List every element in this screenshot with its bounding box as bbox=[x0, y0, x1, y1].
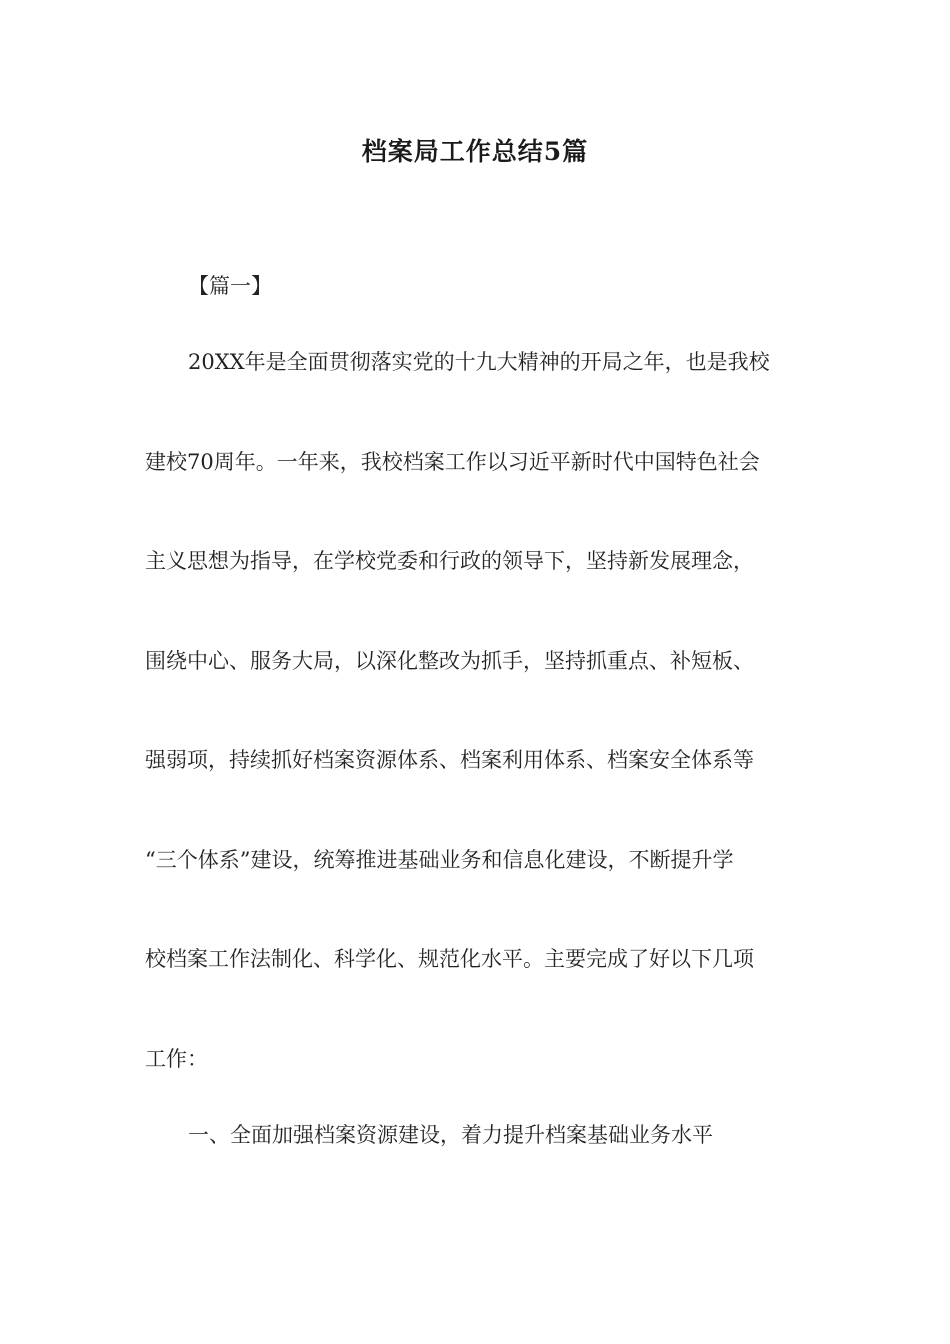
paragraph-line: 20XX年是全面贯彻落实党的十九大精神的开局之年，也是我校 bbox=[188, 350, 770, 374]
paragraph-line: 建校70周年。一年来，我校档案工作以习近平新时代中国特色社会 bbox=[145, 450, 760, 474]
paragraph-line: 强弱项，持续抓好档案资源体系、档案利用体系、档案安全体系等 bbox=[145, 748, 754, 772]
paragraph-line: 校档案工作法制化、科学化、规范化水平。主要完成了好以下几项 bbox=[145, 947, 754, 971]
document-title: 档案局工作总结5篇 bbox=[361, 137, 589, 166]
paragraph-line: 主义思想为指导，在学校党委和行政的领导下，坚持新发展理念， bbox=[145, 549, 754, 573]
section-heading: 一、全面加强档案资源建设，着力提升档案基础业务水平 bbox=[188, 1123, 713, 1147]
paragraph-line: “三个体系”建设，统筹推进基础业务和信息化建设，不断提升学 bbox=[145, 848, 734, 872]
section-label: 【篇一】 bbox=[188, 274, 272, 298]
paragraph-line: 工作： bbox=[145, 1047, 208, 1071]
paragraph-line: 围绕中心、服务大局，以深化整改为抓手，坚持抓重点、补短板、 bbox=[145, 649, 754, 673]
